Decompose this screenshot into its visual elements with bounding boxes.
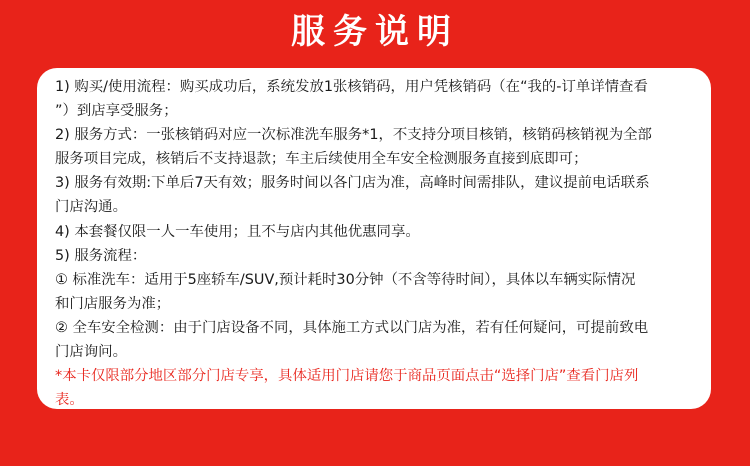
usage-flow-line-2: ”）到店享受服务； [55,103,178,120]
usage-flow-line-1: 1) 购买/使用流程：购买成功后，系统发放1张核销码，用户凭核销码（在“我的-订单详情查看 [55,79,648,95]
page-title: 服务说明 [291,12,459,52]
standard-wash-line-1: ① 标准洗车：适用于5座轿车/SUV,预计耗时30分钟（不含等待时间），具体以车辆实际情况 [55,271,636,288]
service-method-line-2: 服务项目完成，核销后不支持退款；车主后续使用全车安全检测服务直接到底即可； [55,151,588,168]
service-description-card [37,68,711,409]
validity-line-1: 3) 服务有效期:下单后7天有效；服务时间以各门店为准，高峰时间需排队，建议提前电话联系 [55,175,650,192]
safety-check-line-2: 门店询问。 [55,344,127,361]
service-flow-heading: 5) 服务流程： [55,247,147,264]
safety-check-line-1: ② 全车安全检测：由于门店设备不同，具体施工方式以门店为准，若有任何疑问，可提前致电 [55,319,649,336]
validity-line-2: 门店沟通。 [55,199,127,216]
store-notice-line-1: *本卡仅限部分地区部分门店专享，具体适用门店请您于商品页面点击“选择门店”查看门店列 [55,368,639,385]
service-method-line-1: 2) 服务方式：一张核销码对应一次标准洗车服务*1，不支持分项目核销，核销码核销视为全部 [55,127,652,144]
store-notice-line-2: 表。 [55,392,84,409]
standard-wash-line-2: 和门店服务为准； [55,295,171,312]
package-limit-line: 4) 本套餐仅限一人一车使用；且不与店内其他优惠同享。 [55,223,420,240]
